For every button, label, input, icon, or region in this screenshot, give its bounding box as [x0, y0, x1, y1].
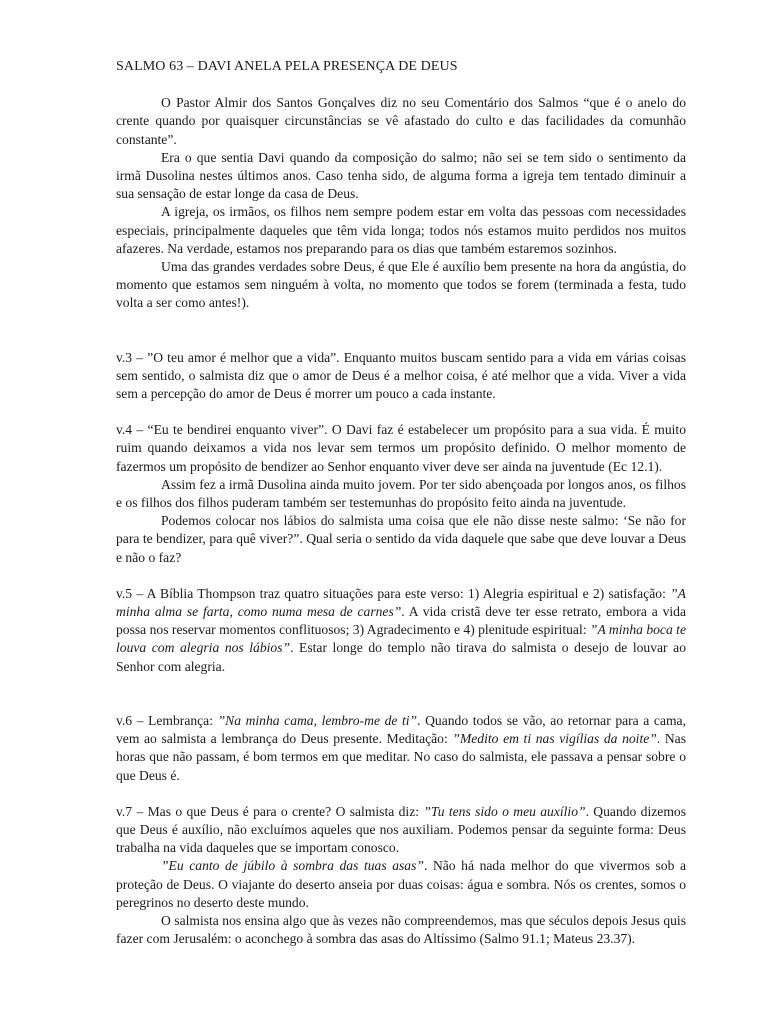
verse-7-paragraph [116, 803, 686, 858]
verse-7-text-c: . Não há nada melhor do que vivermos sob a proteção de Deus. O viajante do deserto anseia por duas coisas: água e sombra. Nós os crentes, somos o peregrinos no deserto deste mundo. [116, 858, 687, 910]
document-title: SALMO 63 – DAVI ANELA PELA PRESENÇA DE DEUS [116, 59, 458, 74]
verse-7-quote-1: ”Tu tens sido o meu auxílio” [423, 803, 586, 819]
verse-7-paragraph-2 [116, 857, 686, 912]
verse-6-text-c: . Nas horas que não passam, é bom termos em que meditar. No caso do salmista, ele passava a pensar sobre o que Deus é. [116, 731, 687, 783]
verse-3-section [116, 349, 686, 404]
verse-6-section [116, 712, 686, 785]
intro-paragraph-4: Uma das grandes verdades sobre Deus, é que Ele é auxílio bem presente na hora da angústia, do momento que estamos sem ninguém à volta, no momento que todos se forem (terminada a festa, tudo volta a ser como antes!). [116, 259, 686, 311]
intro-paragraph-3: A igreja, os irmãos, os filhos nem sempre podem estar em volta das pessoas com necessidades especiais, principalmente daqueles que têm vida longa; todos nós estamos muito perdidos nos muitos afazeres. Na verdade, estamos nos preparando para os dias que também estaremos sozinhos. [116, 204, 686, 256]
verse-7-section [116, 803, 686, 949]
document-page [116, 58, 686, 948]
verse-4-paragraph-3: Podemos colocar nos lábios do salmista uma coisa que ele não disse neste salmo: ‘Se não for para te bendizer, para quê viver?”. Qual seria o sentido da vida daquele que sabe que deve louvar a Deus e não o faz? [116, 513, 686, 565]
intro-paragraph-2: Era o que sentia Davi quando da composição do salmo; não sei se tem sido o sentimento da irmã Dusolina nestes últimos anos. Caso tenha sido, de alguma forma a igreja tem tentado diminuir a sua sensação de estar longe da casa de Deus. [116, 149, 686, 202]
verse-5-text-a: v.5 – A Bíblia Thompson traz quatro situações para este verso: 1) Alegria espiritual e 2) satisfação: [116, 585, 671, 601]
verse-5-section [116, 585, 686, 676]
verse-6-quote-1: ”Na minha cama, lembro-me de ti” [217, 712, 418, 728]
verse-6-text-a: v.6 – Lembrança: [116, 712, 218, 728]
verse-5-text-c: . Estar longe do templo não tirava do salmista o desejo de louvar ao Senhor com alegria. [116, 640, 686, 674]
verse-6-quote-2: ”Medito em ti nas vigílias da noite” [452, 731, 657, 747]
verse-7-text-a: v.7 – Mas o que Deus é para o crente? O salmista diz: [116, 803, 424, 819]
verse-7-text-b: . Quando dizemos que Deus é auxílio, não excluímos aqueles que nos auxiliam. Podemos pensar da seguinte forma: Deus trabalha na vida daqueles que se importam conosco. [116, 803, 686, 856]
verse-7-quote-2: ”Eu canto de júbilo à sombra das tuas asas” [161, 858, 424, 874]
verse-5-quote-2: ”A minha boca te louva com alegria nos lábios” [116, 622, 686, 656]
verse-5-text-b: . A vida cristã deve ter esse retrato, embora a vida possa nos reservar momentos conflituosos; 3) Agradecimento e 4) plenitude espiritual: [116, 604, 686, 638]
verse-4-section [116, 421, 686, 567]
verse-3-paragraph: v.3 – ”O teu amor é melhor que a vida”. Enquanto muitos buscam sentido para a vida em várias coisas sem sentido, o salmista diz que o amor de Deus é a melhor coisa, é até melhor que a vida. Viver a vida sem a percepção do amor de Deus é morrer um pouco a cada instante. [116, 349, 686, 402]
verse-7-paragraph-3: O salmista nos ensina algo que às vezes não compreendemos, mas que séculos depois Jesus quis fazer com Jerusalém: o aconchego à sombra das asas do Altíssimo (Salmo 91.1; Mateus 23.37). [116, 912, 686, 947]
verse-4-paragraph-2: Assim fez a irmã Dusolina ainda muito jovem. Por ter sido abençoada por longos anos, os filhos e os filhos dos filhos puderam também ser testemunhas do propósito feito ainda na juventude. [116, 476, 686, 511]
verse-6-paragraph [116, 712, 686, 785]
verse-5-quote-1: ”A minha alma se farta, como numa mesa de carnes” [116, 585, 686, 620]
verse-4-paragraph: v.4 – “Eu te bendirei enquanto viver”. O Davi faz é estabelecer um propósito para a sua vida. É muito ruim quando deixamos a vida nos levar sem termos um propósito definido. O melhor momento de fazermos um propósito de bendizer ao Senhor enquanto viver deve ser ainda na juventude (Ec 12.1). [116, 422, 686, 474]
verse-6-text-b: . Quando todos se vão, ao retornar para a cama, vem ao salmista a lembrança do Deus presente. Meditação: [116, 712, 686, 747]
verse-5-paragraph [116, 585, 686, 676]
intro-paragraph-1: O Pastor Almir dos Santos Gonçalves diz no seu Comentário dos Salmos “que é o anelo do crente quando por quaisquer circunstâncias se vê afastado do culto e das facilidades da comunhão constante”. [116, 95, 686, 147]
